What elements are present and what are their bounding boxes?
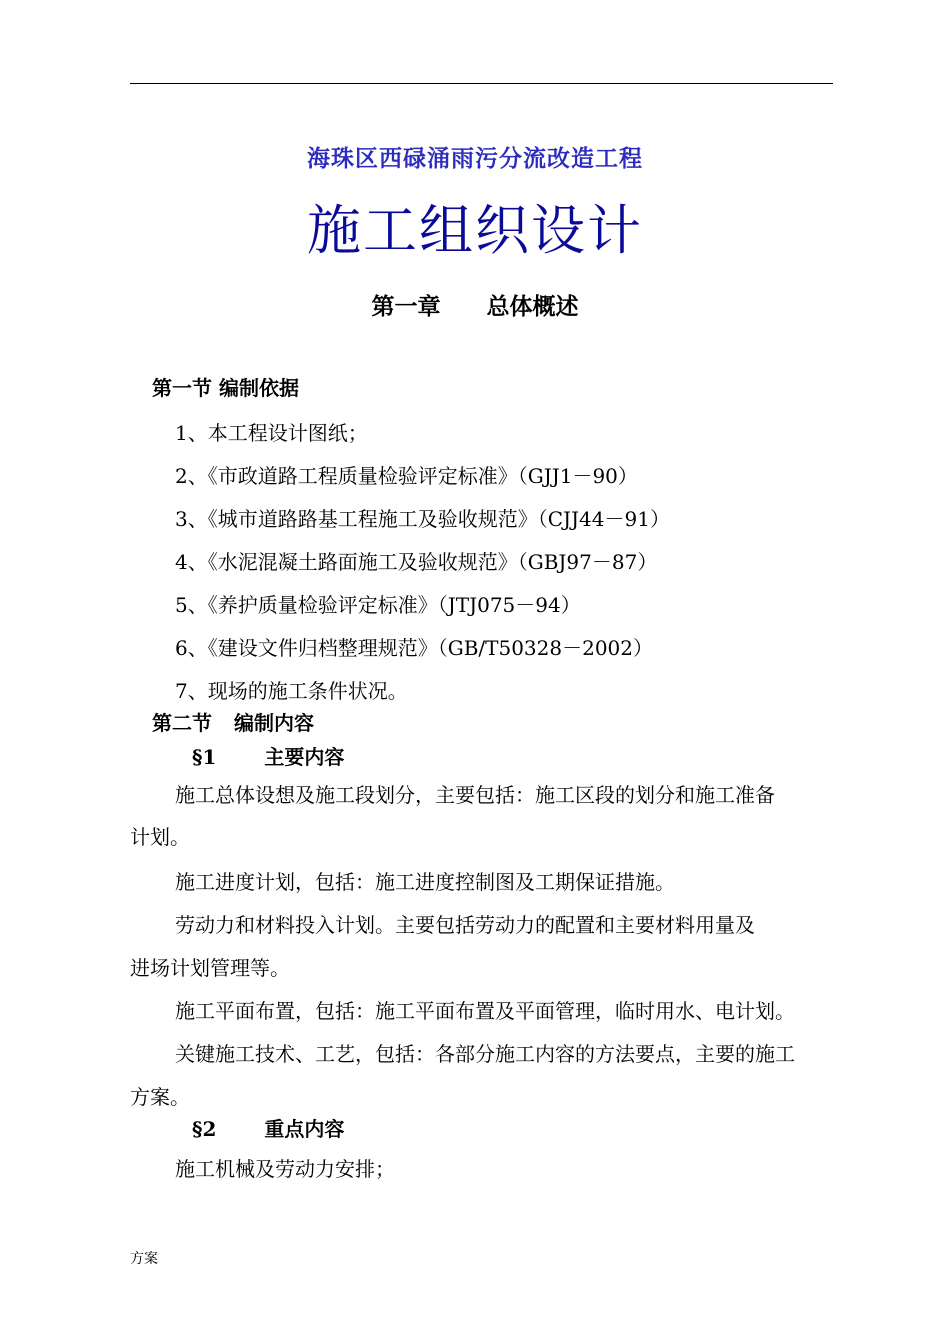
- section-number: 第二节: [152, 711, 212, 735]
- paragraph-line: 施工平面布置，包括：施工平面布置及平面管理，临时用水、电计划。: [175, 999, 795, 1023]
- chapter-name: 总体概述: [486, 293, 579, 320]
- paragraph-line: 进场计划管理等。: [130, 956, 290, 980]
- chapter-heading: [0, 288, 950, 321]
- paragraph-line: 劳动力和材料投入计划。主要包括劳动力的配置和主要材料用量及: [175, 913, 755, 937]
- page-footer: 方案: [130, 1251, 158, 1267]
- paragraph-line: 计划。: [130, 825, 190, 849]
- subsection-number: §1: [192, 745, 217, 769]
- paragraph-line: 关键施工技术、工艺，包括：各部分施工内容的方法要点，主要的施工: [175, 1042, 795, 1066]
- list-item: 4、《水泥混凝土路面施工及验收规范》（GBJ97－87）: [175, 550, 658, 574]
- subsection-heading-2: [192, 1113, 344, 1142]
- paragraph-line: 施工总体设想及施工段划分，主要包括：施工区段的划分和施工准备: [175, 783, 775, 807]
- section-name: 编制内容: [234, 711, 314, 735]
- subsection-name: 重点内容: [264, 1117, 345, 1141]
- header-rule: [130, 83, 833, 84]
- paragraph-line: 方案。: [130, 1085, 190, 1109]
- chapter-number: 第一章: [371, 293, 441, 320]
- subsection-name: 主要内容: [264, 745, 345, 769]
- list-item: 2、《市政道路工程质量检验评定标准》（GJJ1－90）: [175, 464, 638, 488]
- section-name: 编制依据: [218, 376, 299, 400]
- section-heading-2: [152, 707, 314, 736]
- list-item: 6、《建设文件归档整理规范》（GB/T50328－2002）: [175, 636, 653, 660]
- subsection-number: §2: [192, 1117, 217, 1141]
- paragraph-line: 施工机械及劳动力安排；: [175, 1157, 395, 1181]
- subsection-heading-1: [192, 741, 344, 770]
- paragraph-line: 施工进度计划，包括：施工进度控制图及工期保证措施。: [175, 870, 675, 894]
- section-heading-1: [152, 372, 299, 401]
- list-item: 1、本工程设计图纸；: [175, 421, 368, 445]
- list-item: 7、现场的施工条件状况。: [175, 679, 408, 703]
- list-item: 3、《城市道路路基工程施工及验收规范》（CJJ44－91）: [175, 507, 670, 531]
- document-title: 施工组织设计: [307, 199, 643, 262]
- section-number: 第一节: [152, 376, 212, 400]
- project-subtitle: 海珠区西碌涌雨污分流改造工程: [307, 145, 643, 172]
- list-item: 5、《养护质量检验评定标准》（JTJ075－94）: [175, 593, 581, 617]
